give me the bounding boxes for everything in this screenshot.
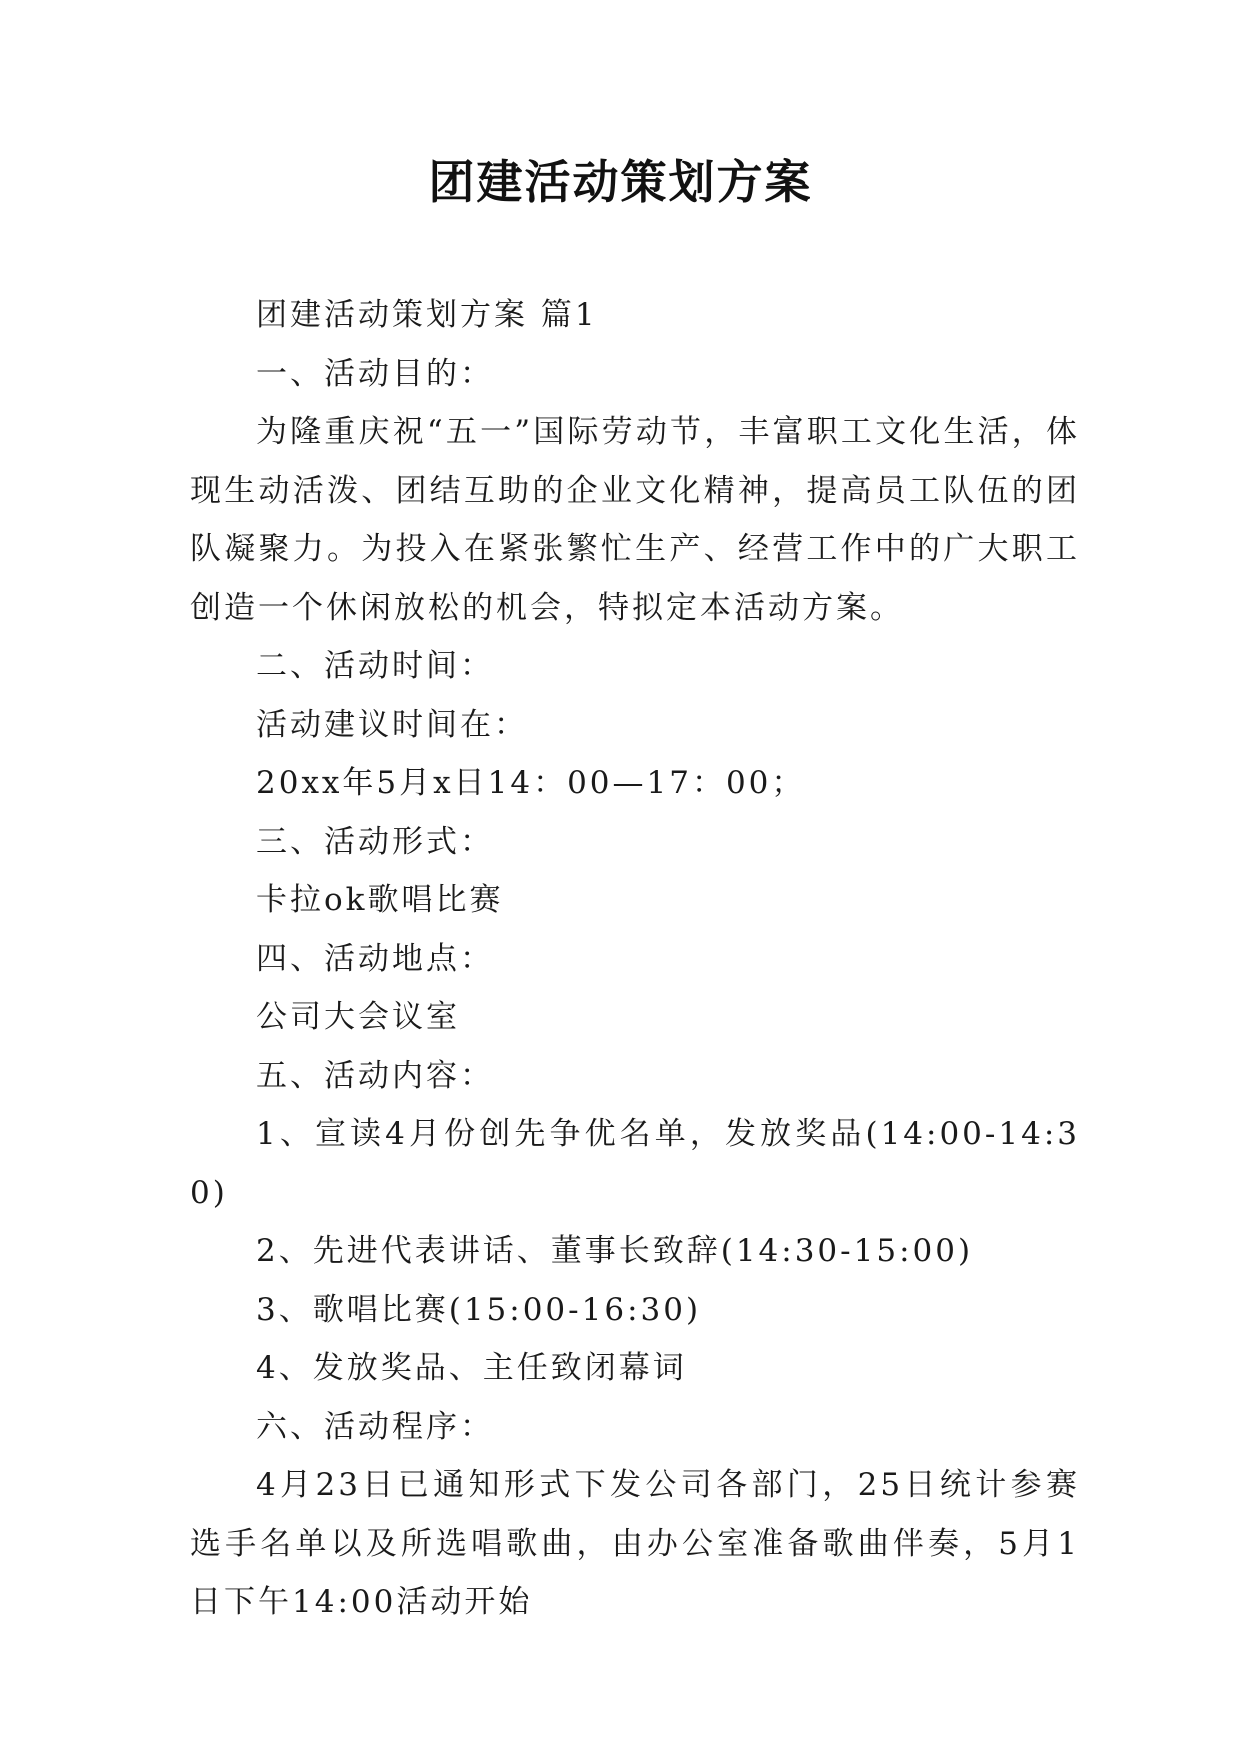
content-heading: 五、活动内容： [256,1057,494,1094]
content-item: 2、先进代表讲话、董事长致辞(14:30-15:00) [256,1233,974,1269]
location-heading: 四、活动地点： [256,940,494,977]
content-item: 1、宣读4月份创先争优名单，发放奖品(14:00-14:30) [190,1116,1080,1211]
purpose-heading: 一、活动目的： [256,355,494,392]
section-heading: 团建活动策划方案 篇1 [256,297,598,333]
format-value: 卡拉ok歌唱比赛 [256,882,504,918]
procedure-heading: 六、活动程序： [256,1408,494,1445]
document-title: 团建活动策划方案 [428,155,813,209]
time-value: 20xx年5月x日14：00—17：00； [256,765,806,801]
time-heading: 二、活动时间： [256,648,494,684]
format-heading: 三、活动形式： [256,823,494,860]
content-item: 3、歌唱比赛(15:00-16:30) [256,1291,702,1328]
content-item: 4、发放奖品、主任致闭幕词 [256,1350,687,1386]
time-intro: 活动建议时间在： [256,706,528,743]
location-value: 公司大会议室 [256,999,460,1035]
document-body [190,286,1080,1632]
procedure-paragraph: 4月23日已通知形式下发公司各部门，25日统计参赛选手名单以及所选唱歌曲，由办公室准备歌曲伴奏，5月1日下午14:00活动开始 [190,1467,1080,1620]
purpose-paragraph: 为隆重庆祝“五一”国际劳动节，丰富职工文化生活，体现生动活泼、团结互助的企业文化精神，提高员工队伍的团队凝聚力。为投入在紧张繁忙生产、经营工作中的广大职工创造一个休闲放松的机会，特拟定本活动方案。 [190,414,1080,626]
